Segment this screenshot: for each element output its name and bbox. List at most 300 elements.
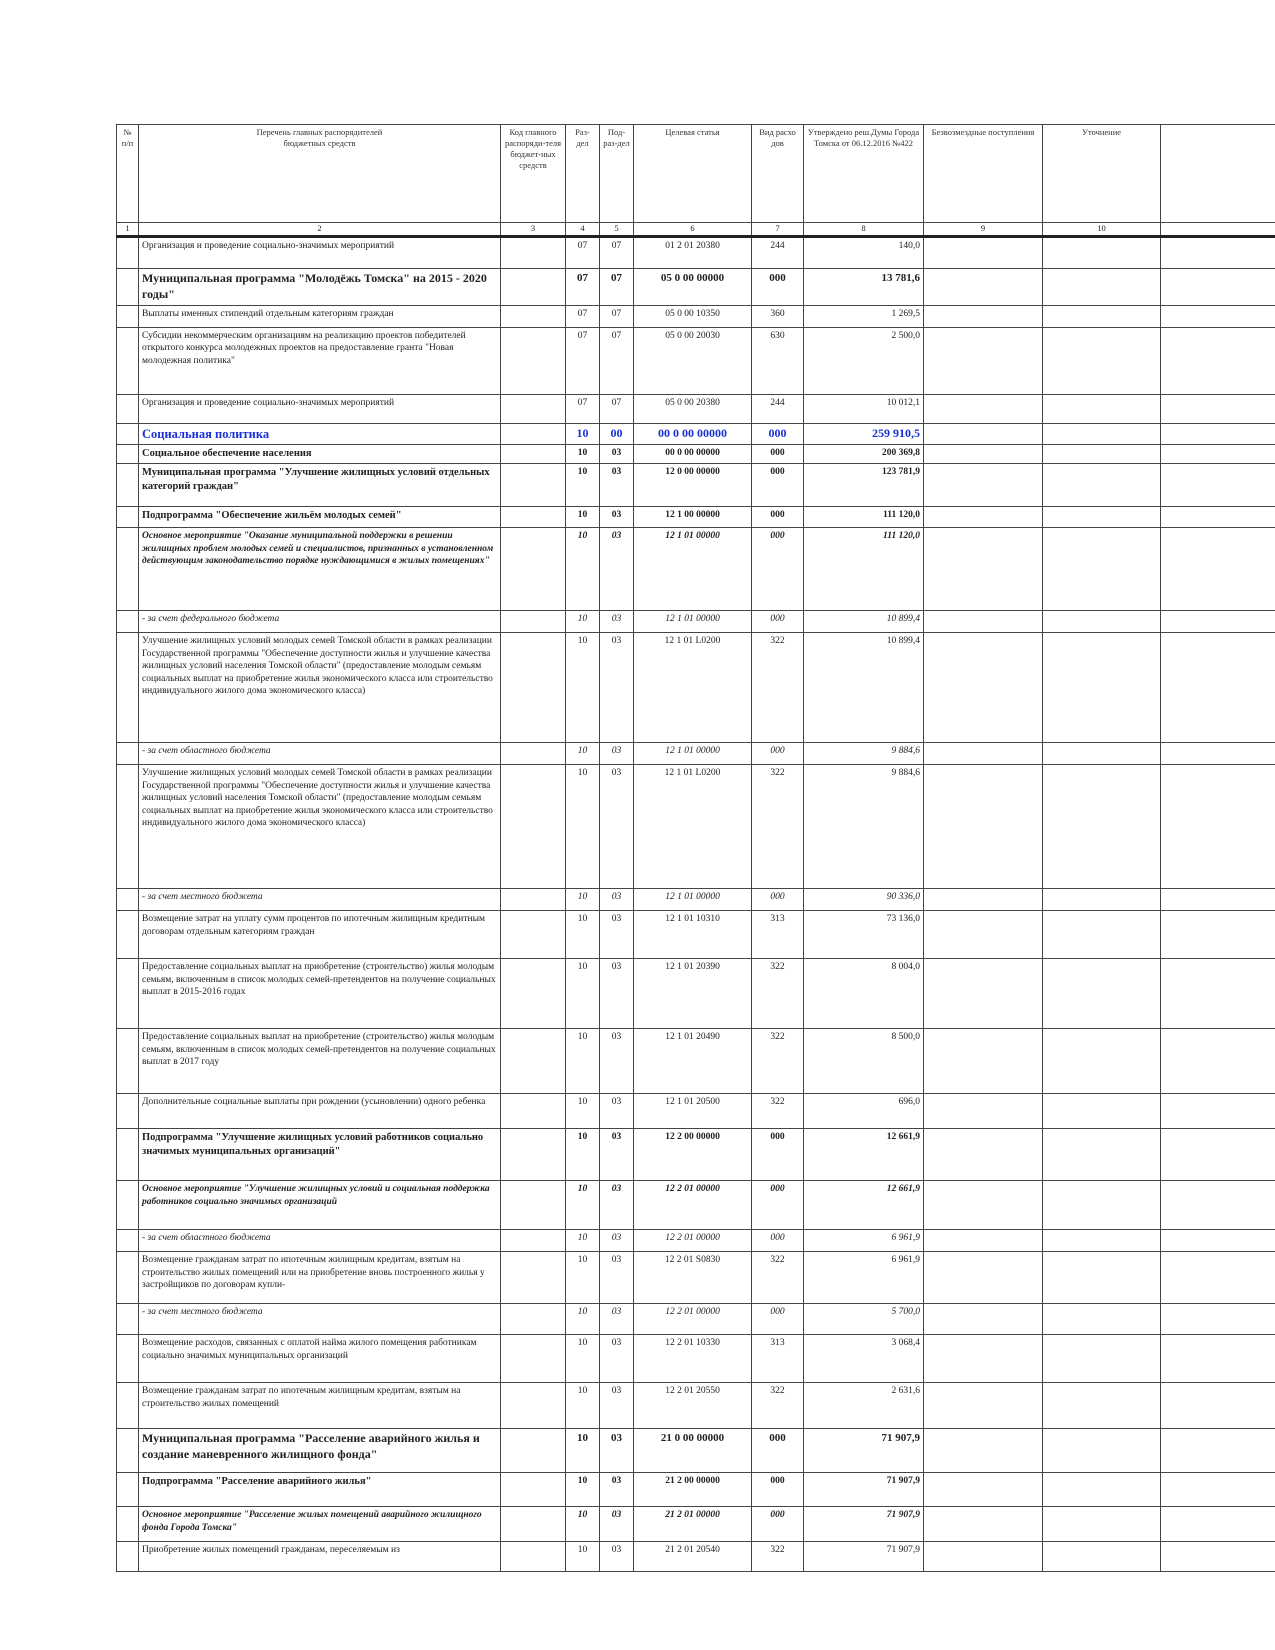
col-header-gratuitous: Безвозмездные поступления bbox=[924, 125, 1043, 223]
row-extra-cell bbox=[1161, 765, 1275, 889]
row-code-cell bbox=[501, 269, 566, 306]
row-csr-cell: 12 1 01 20390 bbox=[634, 959, 752, 1029]
row-amount-cell: 111 120,0 bbox=[804, 528, 924, 611]
col-header-approved: Утверждено реш.Думы Города Томска от 06.12.2016 №422 bbox=[804, 125, 924, 223]
row-code-cell bbox=[501, 423, 566, 445]
row-name-cell: Улучшение жилищных условий молодых семей Томской области в рамках реализации Государственной программы "Обеспечение доступности жилья и улучшение качества жилищных условий населения Томской области" (предоставление молодым семьям социальных выплат на приобретение жилья экономического класса или строительство индивидуального жилого дома экономического класса) bbox=[139, 633, 501, 743]
row-num-cell bbox=[117, 1507, 139, 1542]
row-csr-cell: 01 2 01 20380 bbox=[634, 237, 752, 269]
row-amount-cell: 140,0 bbox=[804, 237, 924, 269]
row-gratuitous-cell bbox=[924, 1383, 1043, 1429]
row-code-cell bbox=[501, 1429, 566, 1473]
row-gratuitous-cell bbox=[924, 1304, 1043, 1335]
row-name-cell: Муниципальная программа "Улучшение жилищных условий отдельных категорий граждан" bbox=[139, 464, 501, 507]
row-name-cell: - за счет местного бюджета bbox=[139, 889, 501, 911]
table-row bbox=[117, 1029, 1275, 1094]
row-code-cell bbox=[501, 743, 566, 765]
row-code-cell bbox=[501, 765, 566, 889]
row-gratuitous-cell bbox=[924, 1429, 1043, 1473]
row-gratuitous-cell bbox=[924, 423, 1043, 445]
row-clarification-cell bbox=[1043, 507, 1161, 528]
row-csr-cell: 21 0 00 00000 bbox=[634, 1429, 752, 1473]
row-razdel-cell: 07 bbox=[566, 327, 600, 394]
row-clarification-cell bbox=[1043, 445, 1161, 464]
row-vr-cell: 322 bbox=[752, 959, 804, 1029]
table-row bbox=[117, 743, 1275, 765]
row-extra-cell bbox=[1161, 1335, 1275, 1383]
row-csr-cell: 12 1 01 00000 bbox=[634, 528, 752, 611]
table-row bbox=[117, 327, 1275, 394]
row-code-cell bbox=[501, 1335, 566, 1383]
row-num-cell bbox=[117, 1129, 139, 1181]
row-num-cell bbox=[117, 528, 139, 611]
row-extra-cell bbox=[1161, 1230, 1275, 1252]
row-razdel-cell: 07 bbox=[566, 394, 600, 423]
row-name-cell: Субсидии некоммерческим организациям на реализацию проектов победителей открытого конкурса молодежных проектов на предоставление гранта "Новая молодежная политика" bbox=[139, 327, 501, 394]
row-vr-cell: 322 bbox=[752, 1029, 804, 1094]
row-csr-cell: 12 1 01 00000 bbox=[634, 743, 752, 765]
row-csr-cell: 12 1 01 20500 bbox=[634, 1094, 752, 1129]
col-number bbox=[1161, 223, 1275, 237]
row-razdel-cell: 10 bbox=[566, 743, 600, 765]
col-header-podrazdel: Под-раз-дел bbox=[600, 125, 634, 223]
row-num-cell bbox=[117, 1304, 139, 1335]
row-extra-cell bbox=[1161, 611, 1275, 633]
row-razdel-cell: 07 bbox=[566, 269, 600, 306]
row-vr-cell: 000 bbox=[752, 269, 804, 306]
row-extra-cell bbox=[1161, 959, 1275, 1029]
row-code-cell bbox=[501, 911, 566, 959]
row-podrazdel-cell: 03 bbox=[600, 1383, 634, 1429]
row-csr-cell: 12 1 00 00000 bbox=[634, 507, 752, 528]
row-num-cell bbox=[117, 1230, 139, 1252]
row-csr-cell: 12 2 01 00000 bbox=[634, 1181, 752, 1230]
table-row bbox=[117, 1181, 1275, 1230]
row-num-cell bbox=[117, 445, 139, 464]
row-num-cell bbox=[117, 1094, 139, 1129]
row-razdel-cell: 10 bbox=[566, 1507, 600, 1542]
row-gratuitous-cell bbox=[924, 464, 1043, 507]
row-podrazdel-cell: 03 bbox=[600, 1230, 634, 1252]
row-num-cell bbox=[117, 743, 139, 765]
row-name-cell: Основное мероприятие "Оказание муниципальной поддержки в решении жилищных проблем молодых семей и специалистов, признанных в установленном действующим законодательство порядке нуждающимися в жилых помещениях" bbox=[139, 528, 501, 611]
row-podrazdel-cell: 03 bbox=[600, 1473, 634, 1507]
row-podrazdel-cell: 07 bbox=[600, 237, 634, 269]
col-number: 8 bbox=[804, 223, 924, 237]
row-clarification-cell bbox=[1043, 1335, 1161, 1383]
row-num-cell bbox=[117, 1181, 139, 1230]
col-number: 6 bbox=[634, 223, 752, 237]
table-row bbox=[117, 633, 1275, 743]
col-header-extra bbox=[1161, 125, 1275, 223]
col-number: 4 bbox=[566, 223, 600, 237]
row-num-cell bbox=[117, 237, 139, 269]
row-extra-cell bbox=[1161, 1029, 1275, 1094]
row-extra-cell bbox=[1161, 1429, 1275, 1473]
table-row bbox=[117, 528, 1275, 611]
row-amount-cell: 71 907,9 bbox=[804, 1542, 924, 1572]
row-razdel-cell: 10 bbox=[566, 1230, 600, 1252]
table-row bbox=[117, 611, 1275, 633]
row-csr-cell: 12 1 01 00000 bbox=[634, 889, 752, 911]
row-vr-cell: 322 bbox=[752, 1094, 804, 1129]
row-amount-cell: 6 961,9 bbox=[804, 1230, 924, 1252]
row-vr-cell: 322 bbox=[752, 633, 804, 743]
table-row bbox=[117, 305, 1275, 327]
row-amount-cell: 1 269,5 bbox=[804, 305, 924, 327]
row-amount-cell: 123 781,9 bbox=[804, 464, 924, 507]
table-row bbox=[117, 394, 1275, 423]
row-num-cell bbox=[117, 305, 139, 327]
row-csr-cell: 12 2 00 00000 bbox=[634, 1129, 752, 1181]
row-gratuitous-cell bbox=[924, 889, 1043, 911]
row-razdel-cell: 10 bbox=[566, 528, 600, 611]
row-vr-cell: 630 bbox=[752, 327, 804, 394]
row-vr-cell: 313 bbox=[752, 1335, 804, 1383]
table-row bbox=[117, 1507, 1275, 1542]
row-csr-cell: 00 0 00 00000 bbox=[634, 423, 752, 445]
table-row bbox=[117, 1429, 1275, 1473]
row-code-cell bbox=[501, 327, 566, 394]
row-name-cell: Подпрограмма "Улучшение жилищных условий работников социально значимых муниципальных организаций" bbox=[139, 1129, 501, 1181]
row-name-cell: Выплаты именных стипендий отдельным категориям граждан bbox=[139, 305, 501, 327]
row-gratuitous-cell bbox=[924, 327, 1043, 394]
row-podrazdel-cell: 03 bbox=[600, 1542, 634, 1572]
row-extra-cell bbox=[1161, 423, 1275, 445]
table-row bbox=[117, 507, 1275, 528]
row-gratuitous-cell bbox=[924, 1181, 1043, 1230]
row-razdel-cell: 10 bbox=[566, 959, 600, 1029]
row-gratuitous-cell bbox=[924, 1252, 1043, 1304]
row-clarification-cell bbox=[1043, 765, 1161, 889]
row-clarification-cell bbox=[1043, 394, 1161, 423]
row-amount-cell: 13 781,6 bbox=[804, 269, 924, 306]
row-extra-cell bbox=[1161, 445, 1275, 464]
row-vr-cell: 313 bbox=[752, 911, 804, 959]
row-csr-cell: 21 2 01 20540 bbox=[634, 1542, 752, 1572]
row-code-cell bbox=[501, 1383, 566, 1429]
row-clarification-cell bbox=[1043, 889, 1161, 911]
row-podrazdel-cell: 03 bbox=[600, 889, 634, 911]
row-num-cell bbox=[117, 507, 139, 528]
row-podrazdel-cell: 03 bbox=[600, 1129, 634, 1181]
table-row bbox=[117, 1542, 1275, 1572]
row-vr-cell: 000 bbox=[752, 1304, 804, 1335]
row-razdel-cell: 10 bbox=[566, 445, 600, 464]
row-name-cell: - за счет федерального бюджета bbox=[139, 611, 501, 633]
row-podrazdel-cell: 07 bbox=[600, 269, 634, 306]
row-podrazdel-cell: 03 bbox=[600, 507, 634, 528]
row-gratuitous-cell bbox=[924, 394, 1043, 423]
row-csr-cell: 12 2 01 S0830 bbox=[634, 1252, 752, 1304]
row-extra-cell bbox=[1161, 1094, 1275, 1129]
row-clarification-cell bbox=[1043, 633, 1161, 743]
col-number: 3 bbox=[501, 223, 566, 237]
row-razdel-cell: 10 bbox=[566, 1429, 600, 1473]
row-razdel-cell: 10 bbox=[566, 1383, 600, 1429]
col-number: 9 bbox=[924, 223, 1043, 237]
row-razdel-cell: 10 bbox=[566, 423, 600, 445]
row-code-cell bbox=[501, 959, 566, 1029]
row-razdel-cell: 10 bbox=[566, 1129, 600, 1181]
row-razdel-cell: 10 bbox=[566, 765, 600, 889]
row-podrazdel-cell: 03 bbox=[600, 464, 634, 507]
col-number: 5 bbox=[600, 223, 634, 237]
row-name-cell: Социальная политика bbox=[139, 423, 501, 445]
col-header-clarification: Уточнение bbox=[1043, 125, 1161, 223]
row-clarification-cell bbox=[1043, 743, 1161, 765]
row-vr-cell: 000 bbox=[752, 889, 804, 911]
row-amount-cell: 8 500,0 bbox=[804, 1029, 924, 1094]
row-code-cell bbox=[501, 1304, 566, 1335]
row-podrazdel-cell: 07 bbox=[600, 394, 634, 423]
row-gratuitous-cell bbox=[924, 237, 1043, 269]
row-razdel-cell: 10 bbox=[566, 1304, 600, 1335]
table-row bbox=[117, 765, 1275, 889]
row-extra-cell bbox=[1161, 743, 1275, 765]
row-name-cell: Подпрограмма "Расселение аварийного жилья" bbox=[139, 1473, 501, 1507]
row-name-cell: Возмещение гражданам затрат по ипотечным жилищным кредитам, взятым на строительство жилых помещений bbox=[139, 1383, 501, 1429]
row-code-cell bbox=[501, 1029, 566, 1094]
table-row bbox=[117, 1252, 1275, 1304]
row-amount-cell: 90 336,0 bbox=[804, 889, 924, 911]
row-amount-cell: 12 661,9 bbox=[804, 1181, 924, 1230]
col-header-csr: Целевая статья bbox=[634, 125, 752, 223]
row-clarification-cell bbox=[1043, 423, 1161, 445]
row-csr-cell: 21 2 01 00000 bbox=[634, 1507, 752, 1542]
row-vr-cell: 000 bbox=[752, 1181, 804, 1230]
row-amount-cell: 10 899,4 bbox=[804, 611, 924, 633]
row-amount-cell: 696,0 bbox=[804, 1094, 924, 1129]
row-extra-cell bbox=[1161, 911, 1275, 959]
row-razdel-cell: 10 bbox=[566, 1252, 600, 1304]
row-amount-cell: 71 907,9 bbox=[804, 1507, 924, 1542]
row-podrazdel-cell: 03 bbox=[600, 959, 634, 1029]
row-extra-cell bbox=[1161, 305, 1275, 327]
row-csr-cell: 05 0 00 20380 bbox=[634, 394, 752, 423]
row-podrazdel-cell: 03 bbox=[600, 911, 634, 959]
row-podrazdel-cell: 00 bbox=[600, 423, 634, 445]
row-amount-cell: 6 961,9 bbox=[804, 1252, 924, 1304]
row-amount-cell: 5 700,0 bbox=[804, 1304, 924, 1335]
row-clarification-cell bbox=[1043, 269, 1161, 306]
row-name-cell: Муниципальная программа "Расселение аварийного жилья и создание маневренного жилищного фонда" bbox=[139, 1429, 501, 1473]
row-name-cell: Основное мероприятие "Улучшение жилищных условий и социальная поддержка работников социально значимых организаций bbox=[139, 1181, 501, 1230]
row-amount-cell: 3 068,4 bbox=[804, 1335, 924, 1383]
row-vr-cell: 000 bbox=[752, 528, 804, 611]
row-csr-cell: 12 2 01 00000 bbox=[634, 1230, 752, 1252]
row-code-cell bbox=[501, 1230, 566, 1252]
row-razdel-cell: 07 bbox=[566, 237, 600, 269]
row-num-cell bbox=[117, 911, 139, 959]
row-name-cell: Возмещение гражданам затрат по ипотечным жилищным кредитам, взятым на строительство жилых помещений или на приобретение вновь построенного жилья у застройщиков по договорам купли- bbox=[139, 1252, 501, 1304]
row-num-cell bbox=[117, 269, 139, 306]
row-name-cell: Организация и проведение социально-значимых мероприятий bbox=[139, 394, 501, 423]
table-row bbox=[117, 237, 1275, 269]
row-name-cell: Подпрограмма "Обеспечение жильём молодых семей" bbox=[139, 507, 501, 528]
col-header-code: Код главного распоряди-теля бюджет-ных средств bbox=[501, 125, 566, 223]
row-amount-cell: 10 012,1 bbox=[804, 394, 924, 423]
row-vr-cell: 000 bbox=[752, 1429, 804, 1473]
row-gratuitous-cell bbox=[924, 1473, 1043, 1507]
row-gratuitous-cell bbox=[924, 507, 1043, 528]
row-extra-cell bbox=[1161, 1473, 1275, 1507]
row-extra-cell bbox=[1161, 394, 1275, 423]
row-num-cell bbox=[117, 1429, 139, 1473]
row-csr-cell: 12 1 01 00000 bbox=[634, 611, 752, 633]
row-csr-cell: 05 0 00 00000 bbox=[634, 269, 752, 306]
row-razdel-cell: 10 bbox=[566, 507, 600, 528]
row-extra-cell bbox=[1161, 528, 1275, 611]
row-clarification-cell bbox=[1043, 1252, 1161, 1304]
row-gratuitous-cell bbox=[924, 1029, 1043, 1094]
row-num-cell bbox=[117, 959, 139, 1029]
row-name-cell: Приобретение жилых помещений гражданам, переселяемым из bbox=[139, 1542, 501, 1572]
row-gratuitous-cell bbox=[924, 1129, 1043, 1181]
row-code-cell bbox=[501, 1181, 566, 1230]
row-extra-cell bbox=[1161, 1252, 1275, 1304]
row-gratuitous-cell bbox=[924, 1094, 1043, 1129]
row-name-cell: - за счет областного бюджета bbox=[139, 1230, 501, 1252]
row-csr-cell: 12 2 01 00000 bbox=[634, 1304, 752, 1335]
row-code-cell bbox=[501, 1252, 566, 1304]
row-podrazdel-cell: 03 bbox=[600, 1335, 634, 1383]
row-vr-cell: 000 bbox=[752, 507, 804, 528]
row-podrazdel-cell: 03 bbox=[600, 1181, 634, 1230]
row-podrazdel-cell: 03 bbox=[600, 611, 634, 633]
col-number: 1 bbox=[117, 223, 139, 237]
row-csr-cell: 12 2 01 10330 bbox=[634, 1335, 752, 1383]
row-razdel-cell: 10 bbox=[566, 1094, 600, 1129]
row-gratuitous-cell bbox=[924, 959, 1043, 1029]
row-gratuitous-cell bbox=[924, 1230, 1043, 1252]
row-code-cell bbox=[501, 507, 566, 528]
row-num-cell bbox=[117, 394, 139, 423]
row-clarification-cell bbox=[1043, 611, 1161, 633]
row-gratuitous-cell bbox=[924, 1507, 1043, 1542]
row-vr-cell: 000 bbox=[752, 611, 804, 633]
row-code-cell bbox=[501, 394, 566, 423]
row-amount-cell: 12 661,9 bbox=[804, 1129, 924, 1181]
row-podrazdel-cell: 03 bbox=[600, 1094, 634, 1129]
row-clarification-cell bbox=[1043, 1429, 1161, 1473]
row-clarification-cell bbox=[1043, 1181, 1161, 1230]
row-amount-cell: 71 907,9 bbox=[804, 1473, 924, 1507]
row-vr-cell: 000 bbox=[752, 1473, 804, 1507]
row-podrazdel-cell: 03 bbox=[600, 743, 634, 765]
row-vr-cell: 322 bbox=[752, 1542, 804, 1572]
row-clarification-cell bbox=[1043, 327, 1161, 394]
row-gratuitous-cell bbox=[924, 269, 1043, 306]
row-razdel-cell: 10 bbox=[566, 1335, 600, 1383]
row-name-cell: Улучшение жилищных условий молодых семей Томской области в рамках реализации Государственной программы "Обеспечение доступности жилья и улучшение качества жилищных условий населения Томской области" (предоставление молодым семьям социальных выплат на приобретение жилья экономического класса или строительство индивидуального жилого дома экономического класса) bbox=[139, 765, 501, 889]
table-row bbox=[117, 1473, 1275, 1507]
row-code-cell bbox=[501, 1094, 566, 1129]
row-clarification-cell bbox=[1043, 1094, 1161, 1129]
row-vr-cell: 000 bbox=[752, 1230, 804, 1252]
row-gratuitous-cell bbox=[924, 1335, 1043, 1383]
row-vr-cell: 360 bbox=[752, 305, 804, 327]
row-amount-cell: 2 500,0 bbox=[804, 327, 924, 394]
row-code-cell bbox=[501, 464, 566, 507]
row-clarification-cell bbox=[1043, 1473, 1161, 1507]
row-podrazdel-cell: 03 bbox=[600, 1304, 634, 1335]
row-extra-cell bbox=[1161, 507, 1275, 528]
row-podrazdel-cell: 03 bbox=[600, 1507, 634, 1542]
row-csr-cell: 21 2 00 00000 bbox=[634, 1473, 752, 1507]
row-name-cell: Предоставление социальных выплат на приобретение (строительство) жилья молодым семьям, включенным в список молодых семей-претендентов на получение социальных выплат в 2015-2016 годах bbox=[139, 959, 501, 1029]
row-csr-cell: 00 0 00 00000 bbox=[634, 445, 752, 464]
row-clarification-cell bbox=[1043, 1383, 1161, 1429]
col-header-vr: Вид расхо дов bbox=[752, 125, 804, 223]
row-code-cell bbox=[501, 1473, 566, 1507]
table-row bbox=[117, 1230, 1275, 1252]
table-row bbox=[117, 911, 1275, 959]
row-clarification-cell bbox=[1043, 1304, 1161, 1335]
row-gratuitous-cell bbox=[924, 911, 1043, 959]
row-amount-cell: 8 004,0 bbox=[804, 959, 924, 1029]
row-vr-cell: 244 bbox=[752, 394, 804, 423]
row-name-cell: Основное мероприятие "Расселение жилых помещений аварийного жилищного фонда Города Томска" bbox=[139, 1507, 501, 1542]
table-row bbox=[117, 423, 1275, 445]
col-header-num: № п/п bbox=[117, 125, 139, 223]
row-num-cell bbox=[117, 464, 139, 507]
col-number: 10 bbox=[1043, 223, 1161, 237]
row-amount-cell: 200 369,8 bbox=[804, 445, 924, 464]
row-gratuitous-cell bbox=[924, 445, 1043, 464]
row-csr-cell: 05 0 00 20030 bbox=[634, 327, 752, 394]
row-extra-cell bbox=[1161, 464, 1275, 507]
table-row bbox=[117, 889, 1275, 911]
row-num-cell bbox=[117, 1473, 139, 1507]
row-razdel-cell: 10 bbox=[566, 889, 600, 911]
row-code-cell bbox=[501, 1542, 566, 1572]
row-amount-cell: 71 907,9 bbox=[804, 1429, 924, 1473]
row-razdel-cell: 10 bbox=[566, 1029, 600, 1094]
row-code-cell bbox=[501, 611, 566, 633]
row-podrazdel-cell: 07 bbox=[600, 305, 634, 327]
table-row bbox=[117, 1304, 1275, 1335]
row-podrazdel-cell: 03 bbox=[600, 1252, 634, 1304]
row-code-cell bbox=[501, 1507, 566, 1542]
row-amount-cell: 10 899,4 bbox=[804, 633, 924, 743]
row-vr-cell: 322 bbox=[752, 1252, 804, 1304]
row-vr-cell: 322 bbox=[752, 765, 804, 889]
row-name-cell: Муниципальная программа "Молодёжь Томска" на 2015 - 2020 годы" bbox=[139, 269, 501, 306]
row-extra-cell bbox=[1161, 633, 1275, 743]
row-podrazdel-cell: 03 bbox=[600, 1429, 634, 1473]
row-clarification-cell bbox=[1043, 1507, 1161, 1542]
row-code-cell bbox=[501, 445, 566, 464]
row-podrazdel-cell: 03 bbox=[600, 633, 634, 743]
row-extra-cell bbox=[1161, 1542, 1275, 1572]
row-amount-cell: 9 884,6 bbox=[804, 765, 924, 889]
row-vr-cell: 322 bbox=[752, 1383, 804, 1429]
row-csr-cell: 12 2 01 20550 bbox=[634, 1383, 752, 1429]
row-razdel-cell: 10 bbox=[566, 911, 600, 959]
row-gratuitous-cell bbox=[924, 633, 1043, 743]
row-amount-cell: 2 631,6 bbox=[804, 1383, 924, 1429]
row-clarification-cell bbox=[1043, 305, 1161, 327]
col-header-name: Перечень главных распорядителей бюджетных средств bbox=[139, 125, 501, 223]
row-csr-cell: 12 1 01 10310 bbox=[634, 911, 752, 959]
row-razdel-cell: 10 bbox=[566, 1473, 600, 1507]
row-name-cell: Организация и проведение социально-значимых мероприятий bbox=[139, 237, 501, 269]
row-num-cell bbox=[117, 423, 139, 445]
row-extra-cell bbox=[1161, 1129, 1275, 1181]
table-row bbox=[117, 269, 1275, 306]
row-num-cell bbox=[117, 889, 139, 911]
